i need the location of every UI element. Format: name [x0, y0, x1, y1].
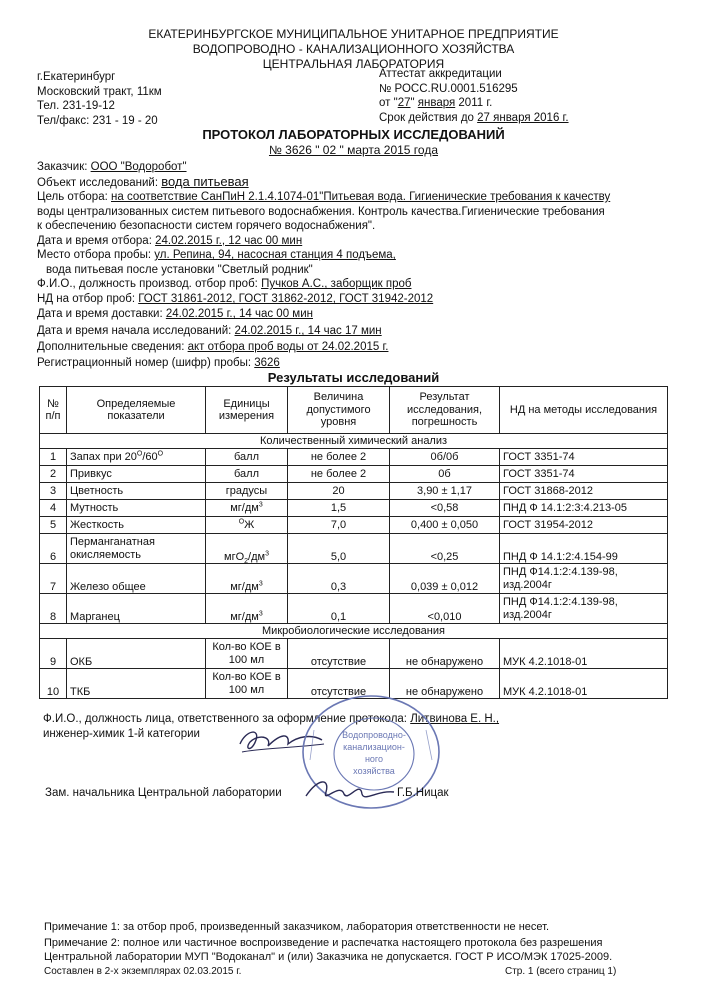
- valid-label: Срок действия до: [379, 111, 478, 124]
- table-row: [40, 639, 668, 669]
- table-row: [40, 564, 668, 594]
- table-row: [40, 594, 668, 624]
- cell-result: <0,25: [390, 534, 500, 564]
- table-header-row: [40, 387, 668, 434]
- contact-city: г.Екатеринбург: [37, 71, 116, 83]
- cell-n: 6: [40, 534, 67, 564]
- accreditation-valid: [379, 111, 569, 126]
- cell-nd: МУК 4.2.1018-01: [500, 669, 668, 699]
- org-line-3: ЦЕНТРАЛЬНАЯ ЛАБОРАТОРИЯ: [262, 57, 445, 71]
- date-year: 2011 г.: [455, 97, 493, 109]
- cell-limit: 0,1: [288, 594, 390, 624]
- meta-place: [37, 248, 396, 263]
- date-prefix: от ": [379, 97, 398, 109]
- customer-label: Заказчик:: [37, 161, 91, 173]
- note-2-line-1: Примечание 2: полное или частичное воспроизведение и распечатка настоящего протокола без разрешения: [44, 937, 603, 949]
- cell-limit: 5,0: [288, 534, 390, 564]
- section-row-chem: [40, 434, 668, 449]
- extra-label: Дополнительные сведения:: [37, 341, 188, 353]
- cell-param: Марганец: [67, 594, 206, 624]
- cell-param: Жесткость: [67, 517, 206, 534]
- contact-fax: Тел/факс: 231 - 19 - 20: [37, 114, 158, 127]
- contact-address: Московский тракт, 11км: [37, 85, 162, 98]
- date-month: января: [417, 97, 456, 109]
- stamp-text-4: хозяйства: [353, 766, 395, 776]
- col-nd: НД на методы исследования: [500, 387, 668, 434]
- cell-n: 8: [40, 594, 67, 624]
- meta-object: [37, 175, 249, 191]
- nd-value: ГОСТ 31861-2012, ГОСТ 31862-2012, ГОСТ 31942-2012: [138, 293, 434, 305]
- accreditation-number: № РОСС.RU.0001.516295: [379, 82, 518, 95]
- cell-unit: $мг/дм^3$: [206, 500, 288, 517]
- meta-customer: [37, 160, 187, 175]
- place-line-1: ул. Репина, 94, насосная станция 4 подъема,: [154, 249, 396, 261]
- cell-param: Железо общее: [67, 564, 206, 594]
- purpose-line-3: к обеспечению безопасности систем горячего водоснабжения".: [37, 220, 376, 232]
- cell-result: 0,400 ± 0,050: [390, 517, 500, 534]
- signature-head: [300, 772, 400, 808]
- cell-result: 0б/0б: [390, 449, 500, 466]
- cell-n: 2: [40, 466, 67, 483]
- cell-limit: 0,3: [288, 564, 390, 594]
- head-name: Г.Б.Ницак: [397, 787, 449, 799]
- org-header: [0, 27, 707, 72]
- cell-param: Перманганатная окисляемость: [67, 534, 206, 564]
- col-limit: Величина допустимого уровня: [288, 387, 390, 434]
- meta-nd: [37, 292, 433, 307]
- stamp-text-1: Водопроводно-: [342, 730, 406, 740]
- cell-limit: 1,5: [288, 500, 390, 517]
- responsible-name: Литвинова Е. Н.,: [410, 713, 500, 725]
- cell-unit: $мг/дм^3$: [206, 564, 288, 594]
- cell-unit: Кол-во КОЕ в 100 мл: [206, 639, 288, 669]
- cell-limit: не более 2: [288, 466, 390, 483]
- note-1: Примечание 1: за отбор проб, произведенный заказчиком, лаборатория ответственности не несет.: [44, 921, 550, 933]
- object-value: вода питьевая: [161, 173, 249, 189]
- cell-nd: ГОСТ 31868-2012: [500, 483, 668, 500]
- org-line-2: ВОДОПРОВОДНО - КАНАЛИЗАЦИОННОГО ХОЗЯЙСТВА: [192, 42, 515, 56]
- purpose-label: Цель отбора:: [37, 191, 111, 203]
- cell-result: 3,90 ± 1,17: [390, 483, 500, 500]
- table-row: [40, 500, 668, 517]
- customer-value: ООО "Водоробот": [90, 161, 187, 173]
- cell-unit: балл: [206, 466, 288, 483]
- sampling-dt-label: Дата и время отбора:: [37, 234, 156, 247]
- cell-limit: не более 2: [288, 449, 390, 466]
- protocol-number: № 3626 " 02 " марта 2015 года: [268, 143, 439, 157]
- col-param: Определяемые показатели: [67, 387, 206, 434]
- copies-note: Составлен в 2-х экземплярах 02.03.2015 г.: [44, 966, 242, 977]
- cell-limit: отсутствие: [288, 639, 390, 669]
- cell-unit: Кол-во КОЕ в 100 мл: [206, 669, 288, 699]
- accreditation-date: [379, 96, 569, 111]
- head-title: Зам. начальника Центральной лаборатории: [45, 787, 282, 799]
- valid-date: 27 января 2016 г.: [477, 111, 569, 124]
- stamp-text-2: канализацион-: [343, 742, 405, 752]
- cell-nd: ГОСТ 3351-74: [500, 449, 668, 466]
- cell-result: <0,58: [390, 500, 500, 517]
- meta-start: [37, 324, 382, 339]
- delivery-label: Дата и время доставки:: [37, 308, 166, 320]
- cell-n: 10: [40, 669, 67, 699]
- start-label: Дата и время начала исследований:: [37, 325, 235, 337]
- col-num: № п/п: [40, 387, 67, 434]
- cell-unit: градусы: [206, 483, 288, 500]
- meta-extra: [37, 340, 388, 355]
- table-row: [40, 483, 668, 500]
- object-label: Объект исследований:: [37, 176, 162, 189]
- date-quote: ": [410, 97, 418, 109]
- table-row: [40, 517, 668, 534]
- cell-nd: ПНД Ф14.1:2:4.139-98, изд.2004г: [500, 564, 668, 594]
- sampler-label: Ф.И.О., должность производ. отбор проб:: [37, 278, 262, 290]
- cell-nd: ГОСТ 3351-74: [500, 466, 668, 483]
- meta-sampler: [37, 277, 411, 292]
- contact-phone: Тел. 231-19-12: [37, 100, 115, 112]
- col-unit: Единицы измерения: [206, 387, 288, 434]
- cell-param: Цветность: [67, 483, 206, 500]
- section-micro: Микробиологические исследования: [40, 624, 668, 639]
- cell-result: не обнаружено: [390, 669, 500, 699]
- nd-label: НД на отбор проб:: [37, 293, 139, 305]
- cell-param: ОКБ: [67, 639, 206, 669]
- meta-reg: [37, 356, 280, 371]
- protocol-title: ПРОТОКОЛ ЛАБОРАТОРНЫХ ИССЛЕДОВАНИЙ: [202, 127, 505, 142]
- place-line-2: вода питьевая после установки "Светлый родник": [46, 263, 313, 276]
- cell-result: <0,010: [390, 594, 500, 624]
- cell-result: 0,039 ± 0,012: [390, 564, 500, 594]
- cell-limit: отсутствие: [288, 669, 390, 699]
- sampler-value: Пучков А.С., заборщик проб: [261, 278, 412, 290]
- cell-n: 9: [40, 639, 67, 669]
- stamp-text-3: ного: [364, 754, 384, 764]
- delivery-value: 24.02.2015 г., 14 час 00 мин: [165, 308, 313, 320]
- cell-unit: балл: [206, 449, 288, 466]
- cell-unit: $^О$Ж: [206, 517, 288, 534]
- purpose-line-1: на соответствие СанПиН 2.1.4.1074-01"Питьевая вода. Гигиенические требования к качеству: [111, 191, 611, 203]
- cell-nd: МУК 4.2.1018-01: [500, 639, 668, 669]
- cell-limit: 7,0: [288, 517, 390, 534]
- cell-param: Привкус: [67, 466, 206, 483]
- org-line-1: ЕКАТЕРИНБУРГСКОЕ МУНИЦИПАЛЬНОЕ УНИТАРНОЕ ПРЕДПРИЯТИЕ: [148, 27, 559, 41]
- cell-param: Мутность: [67, 500, 206, 517]
- meta-purpose: [37, 190, 610, 205]
- meta-delivery: [37, 307, 313, 322]
- purpose-line-2: воды централизованных систем питьевого водоснабжения. Контроль качества.Гигиенические требования: [37, 205, 605, 218]
- responsible-label: Ф.И.О., должность лица, ответственного за оформление протокола:: [43, 713, 411, 725]
- contacts: [37, 70, 162, 128]
- results-table: [39, 386, 668, 699]
- cell-n: 5: [40, 517, 67, 534]
- cell-param: Запах при $20^О/60^О$: [67, 449, 206, 466]
- results-title: Результаты исследований: [267, 370, 440, 385]
- extra-value: акт отбора проб воды от 24.02.2015 г.: [187, 341, 389, 353]
- cell-unit: $мг/дм^3$: [206, 594, 288, 624]
- reg-value: 3626: [254, 357, 280, 369]
- responsible-position: инженер-химик 1-й категории: [43, 728, 200, 740]
- cell-nd: ПНД Ф 14.1:2:4.154-99: [500, 534, 668, 564]
- col-result: Результат исследования, погрешность: [390, 387, 500, 434]
- table-row: [40, 466, 668, 483]
- table-row: [40, 534, 668, 564]
- cell-param: ТКБ: [67, 669, 206, 699]
- section-row-micro: [40, 624, 668, 639]
- cell-n: 4: [40, 500, 67, 517]
- reg-label: Регистрационный номер (шифр) пробы:: [37, 357, 255, 369]
- cell-nd: ПНД Ф14.1:2:4.139-98, изд.2004г: [500, 594, 668, 624]
- section-chem: Количественный химический анализ: [40, 434, 668, 449]
- cell-result: 0б: [390, 466, 500, 483]
- start-value: 24.02.2015 г., 14 час 17 мин: [234, 325, 382, 337]
- sampling-dt-value: 24.02.2015 г., 12 час 00 мин: [155, 234, 303, 247]
- cell-limit: 20: [288, 483, 390, 500]
- cell-nd: ГОСТ 31954-2012: [500, 517, 668, 534]
- cell-n: 1: [40, 449, 67, 466]
- date-day: 27: [397, 97, 411, 109]
- accreditation: [379, 67, 569, 125]
- table-row: [40, 449, 668, 466]
- place-label: Место отбора пробы:: [37, 249, 155, 261]
- accreditation-title: Аттестат аккредитации: [379, 68, 502, 80]
- cell-unit: $мгО_2/дм^3$: [206, 534, 288, 564]
- cell-n: 3: [40, 483, 67, 500]
- meta-sampling-dt: [37, 234, 302, 249]
- note-2-line-2: Центральной лаборатории МУП "Водоканал" и (или) Заказчика не допускается. ГОСТ Р ИСО/МЭК 17025-2009.: [44, 951, 613, 963]
- cell-result: не обнаружено: [390, 639, 500, 669]
- cell-n: 7: [40, 564, 67, 594]
- page-number: Стр. 1 (всего страниц 1): [505, 966, 617, 977]
- cell-nd: ПНД Ф 14.1:2:3:4.213-05: [500, 500, 668, 517]
